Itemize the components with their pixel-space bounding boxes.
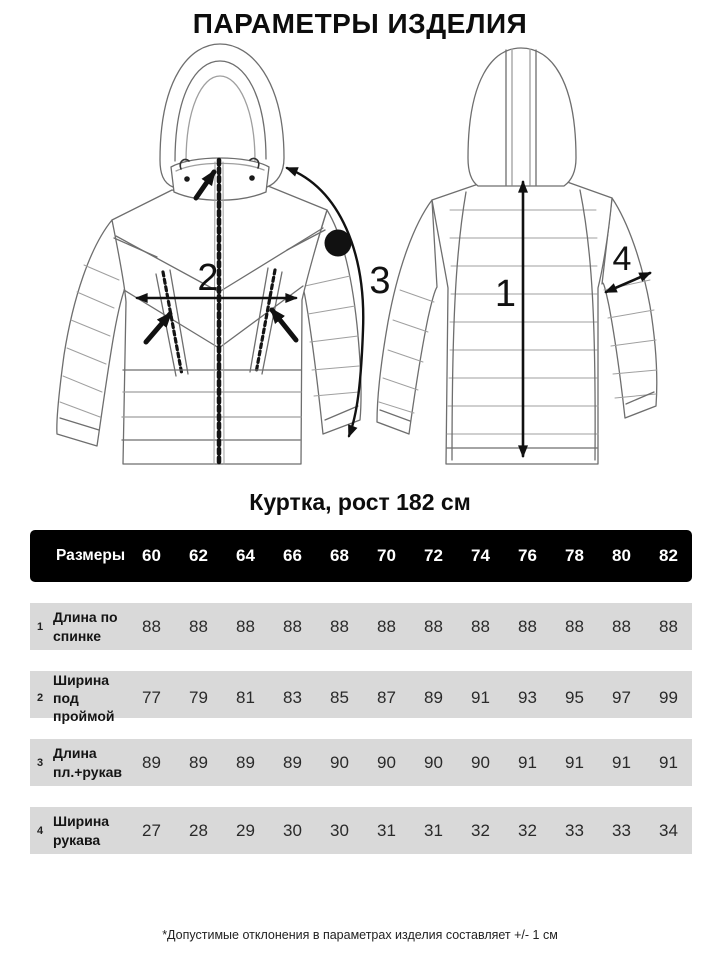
value-cell: 91 <box>659 752 678 772</box>
value-cell: 88 <box>565 616 584 636</box>
size-col-76: 76 <box>518 546 537 565</box>
value-cell: 88 <box>424 616 443 636</box>
row-label: Длина по спинке <box>53 609 118 644</box>
value-cell: 89 <box>189 752 208 772</box>
value-cell: 90 <box>330 752 349 772</box>
jacket-front-view <box>57 44 361 464</box>
table-row-shoulder-sleeve-length <box>30 739 692 786</box>
value-cell: 83 <box>283 688 302 708</box>
back-hood <box>468 48 576 186</box>
page-title: ПАРАМЕТРЫ ИЗДЕЛИЯ <box>192 8 528 39</box>
value-cell: 34 <box>659 820 678 840</box>
value-cell: 88 <box>330 616 349 636</box>
value-cell: 88 <box>612 616 631 636</box>
front-left-sleeve <box>57 220 127 446</box>
marker-label-1: 1 <box>494 273 516 315</box>
product-subtitle: Куртка, рост 182 см <box>249 489 471 515</box>
value-cell: 89 <box>283 752 302 772</box>
size-col-70: 70 <box>377 546 396 565</box>
value-cell: 90 <box>424 752 443 772</box>
marker-label-2: 2 <box>197 257 219 299</box>
row-number: 4 <box>36 824 44 837</box>
value-cell: 91 <box>565 752 584 772</box>
row-number: 1 <box>36 620 44 633</box>
sizes-header-label: Размеры <box>56 547 126 564</box>
size-table <box>30 530 692 854</box>
value-cell: 28 <box>189 820 208 840</box>
back-left-sleeve <box>377 200 437 434</box>
value-cell: 88 <box>471 616 490 636</box>
value-cell: 89 <box>236 752 255 772</box>
value-cell: 88 <box>377 616 396 636</box>
size-col-80: 80 <box>612 546 631 565</box>
size-col-78: 78 <box>565 546 584 565</box>
value-cell: 30 <box>283 820 302 840</box>
size-col-60: 60 <box>142 546 161 565</box>
value-cell: 88 <box>283 616 302 636</box>
size-col-74: 74 <box>471 546 490 565</box>
row-label: Ширина под проймой <box>53 672 115 725</box>
value-cell: 81 <box>236 688 255 708</box>
value-cell: 93 <box>518 688 537 708</box>
value-cell: 91 <box>518 752 537 772</box>
size-col-64: 64 <box>236 546 255 565</box>
row-label: Длина пл.+рукав <box>53 745 122 780</box>
value-cell: 88 <box>518 616 537 636</box>
table-row-back-length <box>30 603 692 650</box>
value-cell: 87 <box>377 688 396 708</box>
tolerance-footnote: *Допустимые отклонения в параметрах изделия составляет +/- 1 см <box>162 928 558 942</box>
value-cell: 33 <box>565 820 584 840</box>
collar-snap-left <box>184 176 190 182</box>
value-cell: 31 <box>424 820 443 840</box>
product-diagram <box>0 40 720 475</box>
value-cell: 85 <box>330 688 349 708</box>
value-cell: 32 <box>471 820 490 840</box>
value-cell: 79 <box>189 688 208 708</box>
row-label: Ширина рукава <box>53 813 110 848</box>
row-number: 2 <box>36 692 44 705</box>
table-row-sleeve-width <box>30 807 692 854</box>
size-table-header <box>30 530 692 582</box>
value-cell: 99 <box>659 688 678 708</box>
value-cell: 32 <box>518 820 537 840</box>
value-cell: 88 <box>142 616 161 636</box>
size-col-82: 82 <box>659 546 678 565</box>
value-cell: 89 <box>142 752 161 772</box>
value-cell: 91 <box>471 688 490 708</box>
table-row-underarm-width <box>30 671 692 725</box>
marker-label-4: 4 <box>612 240 632 278</box>
value-cell: 89 <box>424 688 443 708</box>
value-cell: 97 <box>612 688 631 708</box>
row-number: 3 <box>36 756 44 769</box>
value-cell: 91 <box>612 752 631 772</box>
value-cell: 77 <box>142 688 161 708</box>
value-cell: 88 <box>236 616 255 636</box>
value-cell: 27 <box>142 820 161 840</box>
collar-snap-right <box>249 175 255 181</box>
value-cell: 29 <box>236 820 255 840</box>
value-cell: 90 <box>377 752 396 772</box>
value-cell: 30 <box>330 820 349 840</box>
value-cell: 90 <box>471 752 490 772</box>
value-cell: 33 <box>612 820 631 840</box>
value-cell: 88 <box>659 616 678 636</box>
value-cell: 31 <box>377 820 396 840</box>
marker-label-3: 3 <box>369 260 391 302</box>
size-col-68: 68 <box>330 546 349 565</box>
value-cell: 95 <box>565 688 584 708</box>
size-col-72: 72 <box>424 546 443 565</box>
back-right-sleeve <box>602 198 657 418</box>
value-cell: 88 <box>189 616 208 636</box>
size-col-66: 66 <box>283 546 302 565</box>
size-col-62: 62 <box>189 546 208 565</box>
